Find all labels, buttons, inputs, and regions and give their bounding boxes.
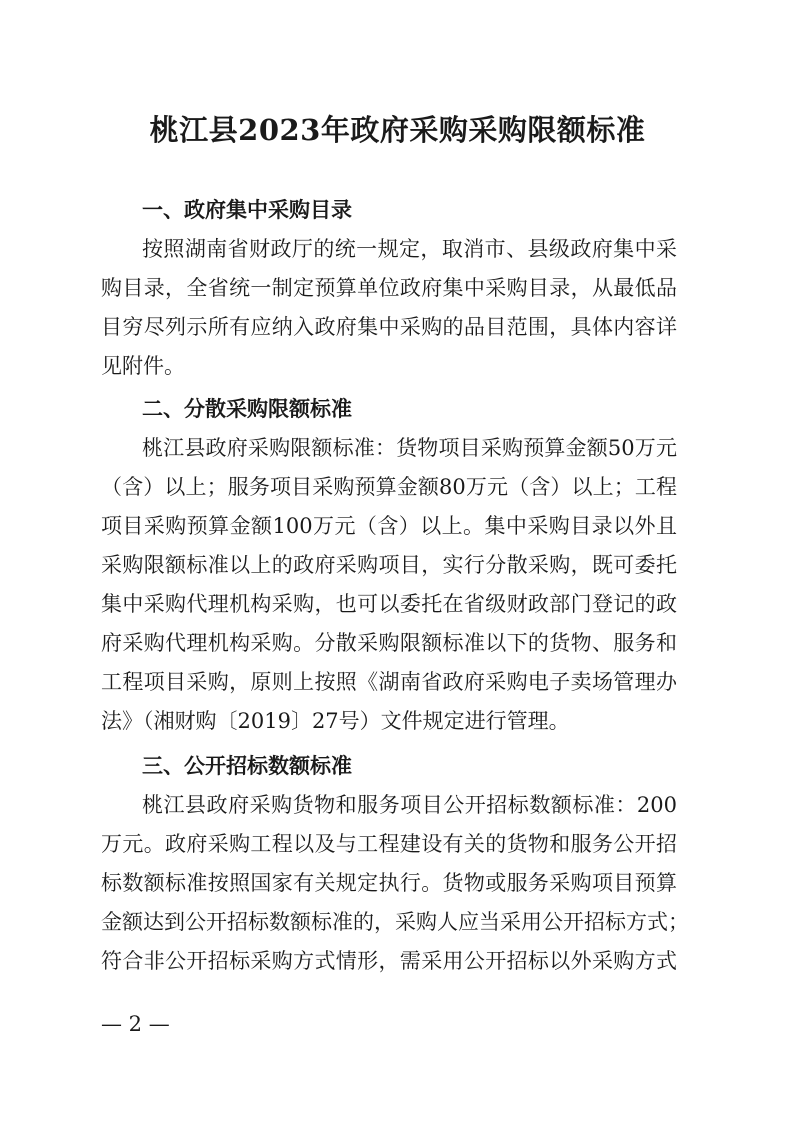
paragraph-line: 桃江县政府采购限额标准：货物项目采购预算金额50万元 bbox=[142, 436, 677, 460]
section-heading: 一、政府集中采购目录 bbox=[142, 198, 352, 222]
paragraph-line: 按照湖南省财政厅的统一规定，取消市、县级政府集中采 bbox=[142, 237, 677, 261]
page-title: 桃江县2023年政府采购采购限额标准 bbox=[149, 113, 646, 147]
paragraph-line: 项目采购预算金额100万元（含）以上。集中采购目录以外且 bbox=[101, 514, 677, 538]
paragraph-line: （含）以上；服务项目采购预算金额80万元（含）以上；工程 bbox=[101, 475, 677, 499]
paragraph-line: 符合非公开招标采购方式情形，需采用公开招标以外采购方式 bbox=[101, 949, 677, 973]
section-heading: 二、分散采购限额标准 bbox=[142, 397, 352, 421]
paragraph-line: 标数额标准按照国家有关规定执行。货物或服务采购项目预算 bbox=[101, 871, 677, 895]
paragraph-line: 购目录，全省统一制定预算单位政府集中采购目录，从最低品 bbox=[101, 276, 677, 300]
paragraph-line: 集中采购代理机构采购，也可以委托在省级财政部门登记的政 bbox=[101, 592, 677, 616]
paragraph-line: 府采购代理机构采购。分散采购限额标准以下的货物、服务和 bbox=[101, 631, 677, 655]
paragraph-line: 目穷尽列示所有应纳入政府集中采购的品目范围，具体内容详 bbox=[101, 315, 677, 339]
paragraph-line: 采购限额标准以上的政府采购项目，实行分散采购，既可委托 bbox=[101, 553, 677, 577]
paragraph-line: 见附件。 bbox=[101, 354, 185, 378]
paragraph-line: 万元。政府采购工程以及与工程建设有关的货物和服务公开招 bbox=[101, 832, 677, 856]
section-heading: 三、公开招标数额标准 bbox=[142, 754, 352, 778]
page-number: — 2 — bbox=[101, 1012, 170, 1036]
paragraph-line: 法》（湘财购〔2019〕27号）文件规定进行管理。 bbox=[101, 709, 570, 733]
paragraph-line: 金额达到公开招标数额标准的，采购人应当采用公开招标方式； bbox=[101, 910, 689, 934]
paragraph-line: 桃江县政府采购货物和服务项目公开招标数额标准：200 bbox=[142, 793, 677, 817]
paragraph-line: 工程项目采购，原则上按照《湖南省政府采购电子卖场管理办 bbox=[101, 670, 677, 694]
